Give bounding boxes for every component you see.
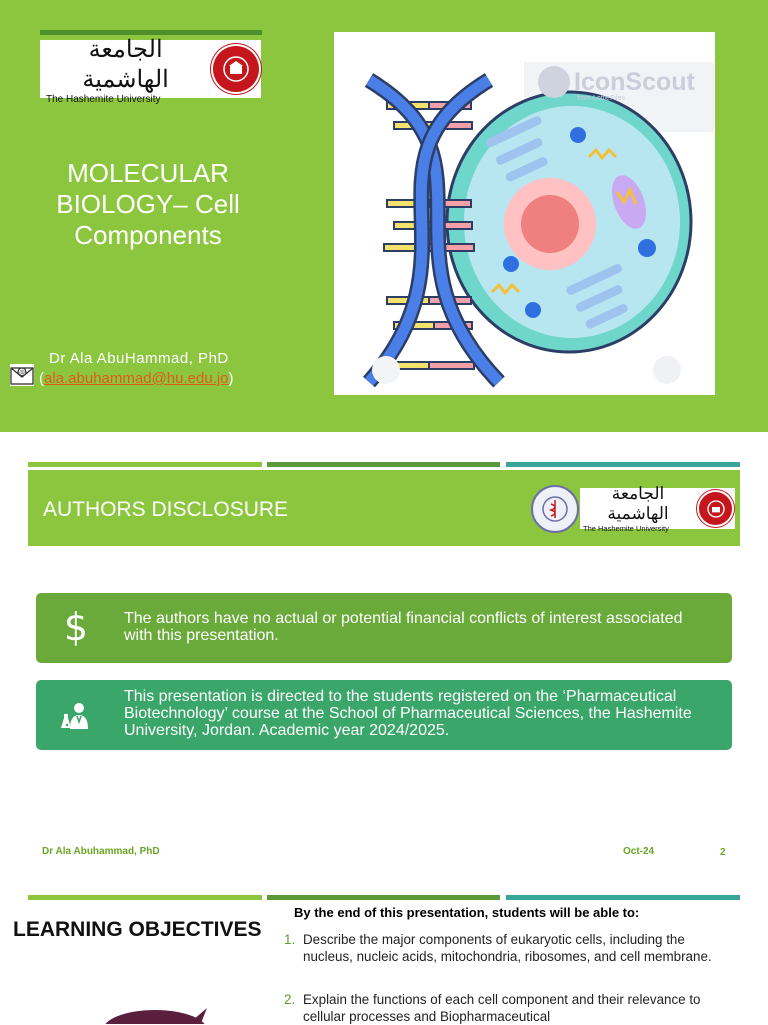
watermark-text: IconScout	[574, 68, 695, 96]
university-seal-icon	[211, 44, 261, 94]
objective-number: 1.	[284, 932, 296, 947]
slide-header	[28, 470, 740, 546]
university-name: The Hashemite University	[583, 524, 669, 533]
objective-text: Describe the major components of eukaryotic cells, including the nucleus, nucleic acids, mitochondria, ribosomes, and cell membrane.	[303, 932, 712, 964]
accent-bar-3	[506, 462, 740, 467]
accent-bar-1	[28, 462, 262, 467]
scientist-icon	[60, 702, 92, 730]
slide-title: LEARNING OBJECTIVES	[13, 918, 262, 941]
cell-dna-illustration	[334, 32, 715, 395]
author-name: Dr Ala AbuHammad, PhD	[49, 350, 229, 367]
objectives-intro: By the end of this presentation, students will be able to:	[294, 905, 640, 920]
accent-bar-2	[267, 895, 500, 900]
disclosure-text: This presentation is directed to the students registered on the ‘Pharmaceutical Biotechnology’ course at the School of Pharmaceutical Sciences, the Hashemite University, Jordan. Academic year 2024/2025.	[124, 688, 692, 739]
accent-bar-3	[506, 895, 740, 900]
objective-text: Explain the functions of each cell component and their relevance to cellular processes and Biopharmaceutical	[303, 992, 701, 1024]
disclosure-card-audience	[36, 680, 732, 750]
footer-author: Dr Ala Abuhammad, PhD	[42, 846, 160, 857]
watermark-subtext: from LottieFiles	[577, 95, 625, 102]
page-number: 2	[720, 847, 726, 858]
email-envelope-icon	[10, 364, 34, 386]
university-name: The Hashemite University	[46, 93, 161, 105]
university-logo-small	[580, 484, 735, 533]
dollar-icon: $	[63, 605, 89, 649]
objective-item	[284, 991, 724, 1025]
objective-item	[284, 931, 724, 965]
author-email: (ala.abuhammad@hu.edu.jo)	[39, 370, 234, 387]
disclosure-card-financial	[36, 593, 732, 663]
disclosure-text: The authors have no actual or potential financial conflicts of interest associated with this presentation.	[124, 610, 683, 644]
accent-bar-2	[267, 462, 500, 467]
decorative-graphic	[95, 1006, 215, 1024]
university-name-arabic: الجامعة الهاشمية	[82, 34, 169, 93]
presentation-title: MOLECULAR BIOLOGY– Cell Components	[56, 158, 240, 250]
email-link[interactable]: ala.abuhammad@hu.edu.jo	[44, 370, 229, 387]
slide-title: AUTHORS DISCLOSURE	[43, 498, 289, 521]
objective-number: 2.	[284, 992, 296, 1007]
university-logo	[40, 34, 261, 105]
footer-date: Oct-24	[623, 846, 655, 857]
accent-bar-1	[28, 895, 262, 900]
pharmacy-seal-icon	[531, 485, 579, 533]
title-slide	[0, 0, 768, 432]
university-seal-icon	[697, 490, 734, 527]
svg-text:@: @	[19, 369, 25, 377]
university-name-arabic: الجامعة الهاشمية	[607, 484, 669, 524]
